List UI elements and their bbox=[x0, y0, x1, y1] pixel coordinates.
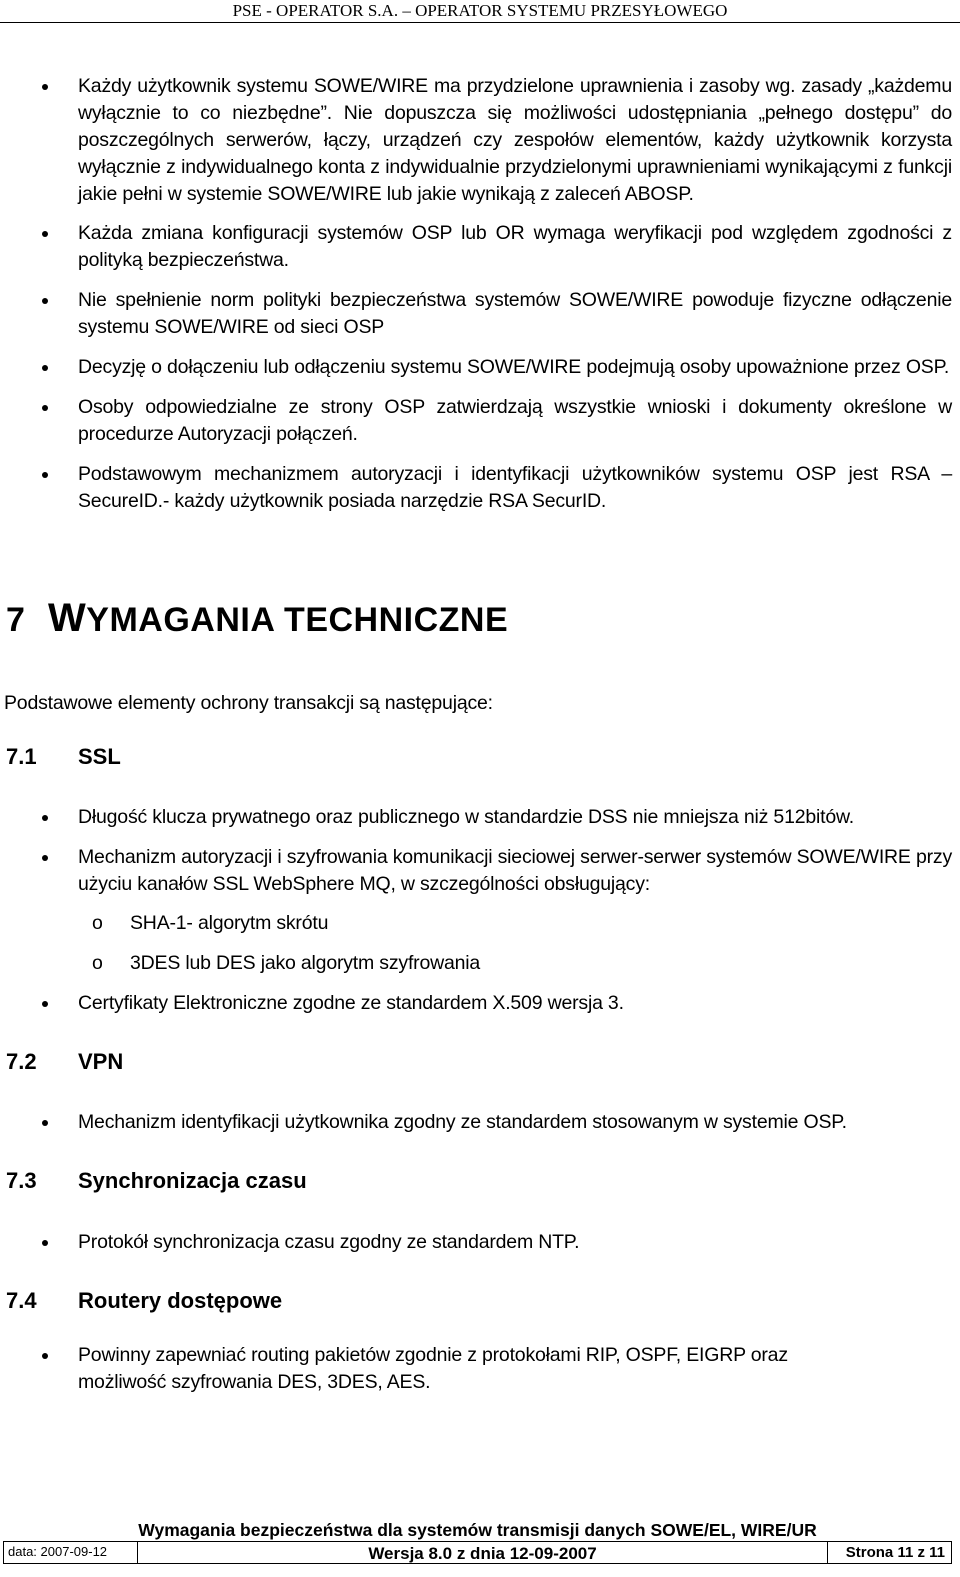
sub-item-marker: o bbox=[92, 912, 103, 934]
intro-bullet-disconnection: Nie spełnienie norm polityki bezpieczeństwa systemów SOWE/WIRE powoduje fizyczne odłączenie systemu SOWE/WIRE od sieci OSP bbox=[78, 287, 952, 341]
routers-bullet-routing: Powinny zapewniać routing pakietów zgodnie z protokołami RIP, OSPF, EIGRP oraz możliwość szyfrowania DES, 3DES, AES. bbox=[78, 1342, 878, 1396]
sub-item-text: 3DES lub DES jako algorytm szyfrowania bbox=[130, 952, 481, 974]
footer-document-title: Wymagania bezpieczeństwa dla systemów transmisji danych SOWE/EL, WIRE/UR bbox=[138, 1520, 817, 1540]
footer-info-table bbox=[3, 1541, 952, 1564]
sub-item-marker: o bbox=[92, 952, 103, 974]
intro-bullet-approval: Osoby odpowiedzialne ze strony OSP zatwierdzają wszystkie wnioski i dokumenty określone w procedurze Autoryzacji połączeń. bbox=[78, 394, 952, 448]
ssl-sub-item-3des bbox=[92, 950, 910, 977]
vpn-bullet-identification: Mechanizm identyfikacji użytkownika zgodny ze standardem stosowanym w systemie OSP. bbox=[78, 1109, 952, 1136]
intro-bullet-decision: Decyzję o dołączeniu lub odłączeniu systemu SOWE/WIRE podejmują osoby upoważnione przez OSP. bbox=[78, 354, 952, 381]
section-heading-routers bbox=[6, 1287, 282, 1315]
section-title: VPN bbox=[78, 1049, 124, 1074]
chapter-title-initial: W bbox=[48, 596, 87, 640]
footer-date: data: 2007-09-12 bbox=[4, 1542, 138, 1563]
section-heading-time-sync bbox=[6, 1167, 307, 1195]
section-title: SSL bbox=[78, 744, 121, 769]
ssl-bullet-certificates: Certyfikaty Elektroniczne zgodne ze standardem X.509 wersja 3. bbox=[78, 990, 952, 1017]
chapter-number: 7 bbox=[6, 601, 26, 639]
page-footer bbox=[3, 1519, 952, 1566]
section-number: 7.1 bbox=[6, 744, 37, 769]
header-rule bbox=[0, 22, 960, 23]
section-title: Routery dostępowe bbox=[78, 1288, 283, 1313]
intro-bullet-config-change: Każda zmiana konfiguracji systemów OSP lub OR wymaga weryfikacji pod względem zgodności z polityką bezpieczeństwa. bbox=[78, 220, 952, 274]
chapter-title-rest: YMAGANIA TECHNICZNE bbox=[86, 601, 509, 639]
footer-version: Wersja 8.0 z dnia 12-09-2007 bbox=[138, 1542, 828, 1563]
section-number: 7.2 bbox=[6, 1049, 37, 1074]
section-heading-ssl bbox=[6, 743, 121, 771]
intro-paragraph: Podstawowe elementy ochrony transakcji są następujące: bbox=[4, 692, 493, 714]
page-header bbox=[0, 0, 960, 26]
section-number: 7.4 bbox=[6, 1288, 37, 1313]
section-heading-vpn bbox=[6, 1048, 123, 1076]
chapter-heading bbox=[6, 596, 508, 642]
intro-bullet-permissions: Każdy użytkownik systemu SOWE/WIRE ma przydzielone uprawnienia i zasoby wg. zasady „każdemu wyłącznie to co niezbędne”. Nie dopuszcza się możliwości udostępniania „pełnego dostępu” do poszczególnych serwerów, łączy, urządzeń czy zespołów elementów, każdy użytkownik korzysta wyłącznie z indywidualnego konta z indywidualnie przydzielonymi uprawnieniami wynikającymi z funkcji jakie pełni w systemie SOWE/WIRE lub jakie wynikają z zaleceń ABOSP. bbox=[78, 73, 952, 208]
intro-bullet-rsa: Podstawowym mechanizmem autoryzacji i identyfikacji użytkowników systemu OSP jest RSA – SecureID.- każdy użytkownik posiada narzędzie RSA SecurID. bbox=[78, 461, 952, 515]
ssl-bullet-key-length: Długość klucza prywatnego oraz publicznego w standardzie DSS nie mniejsza niż 512bitów. bbox=[78, 804, 952, 831]
time-bullet-ntp: Protokół synchronizacja czasu zgodny ze standardem NTP. bbox=[78, 1229, 952, 1256]
header-text: PSE - OPERATOR S.A. – OPERATOR SYSTEMU PRZESYŁOWEGO bbox=[232, 1, 728, 20]
sub-item-text: SHA-1- algorytm skrótu bbox=[130, 912, 329, 934]
section-number: 7.3 bbox=[6, 1168, 37, 1193]
section-title: Synchronizacja czasu bbox=[78, 1168, 307, 1193]
ssl-bullet-mechanism: Mechanizm autoryzacji i szyfrowania komunikacji sieciowej serwer-serwer systemów SOWE/WIRE przy użyciu kanałów SSL WebSphere MQ, w szczególności obsługujący: bbox=[78, 844, 952, 898]
ssl-sub-item-sha1 bbox=[92, 910, 910, 937]
footer-page-number: Strona 11 z 11 bbox=[845, 1544, 945, 1561]
